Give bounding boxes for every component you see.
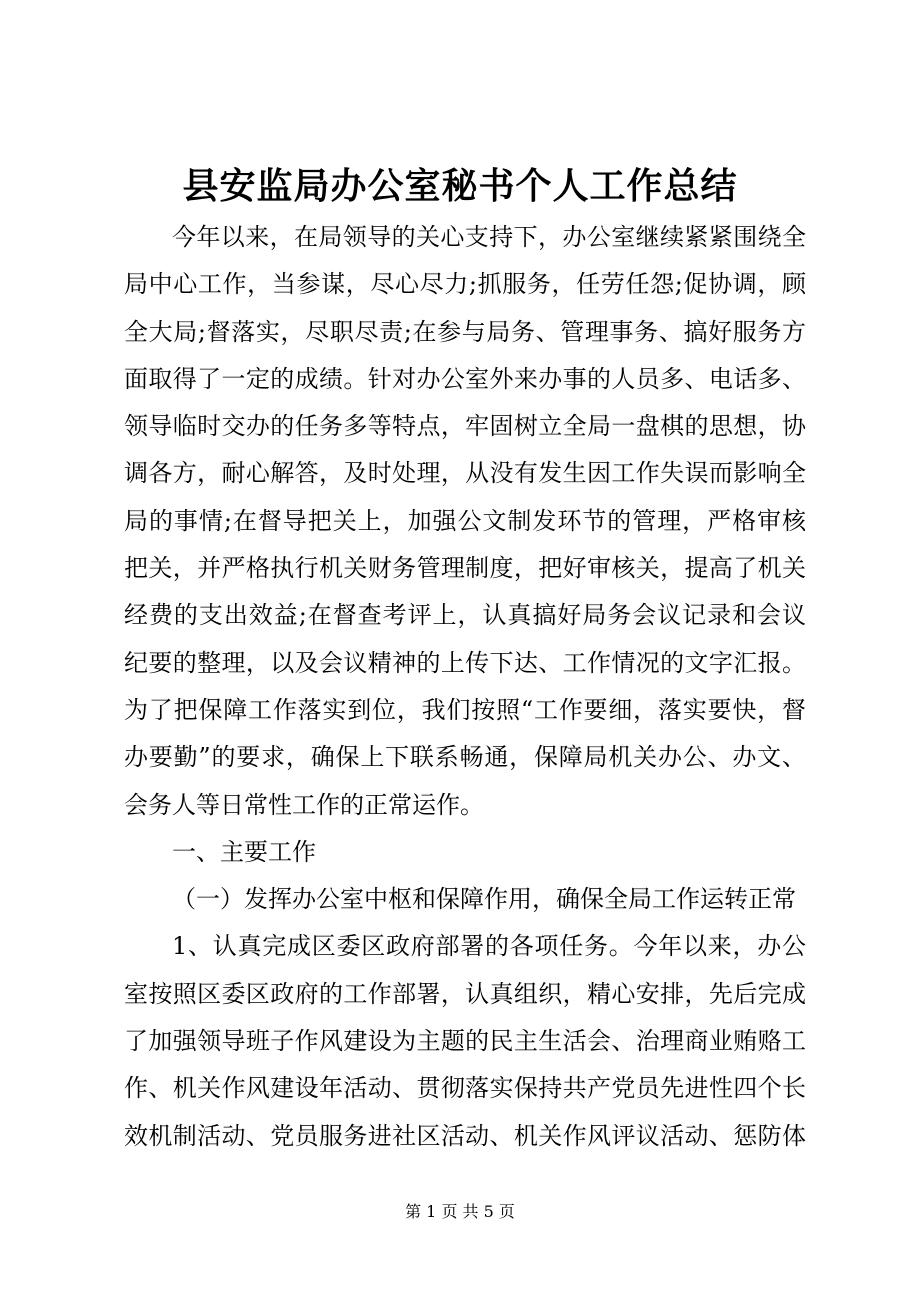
body-line: 效机制活动、党员服务进社区活动、机关作风评议活动、惩防体	[124, 1121, 806, 1150]
body-line: 室按照区委区政府的工作部署，认真组织，精心安排，先后完成	[124, 979, 806, 1008]
body-line: 局中心工作，当参谋，尽心尽力;抓服务，任劳任怨;促协调，顾	[124, 270, 806, 299]
page-number-footer: 第 1 页 共 5 页	[405, 1202, 515, 1221]
body-line: 面取得了一定的成绩。针对办公室外来办事的人员多、电话多、	[124, 364, 806, 393]
body-line: 为了把保障工作落实到位，我们按照“工作要细，落实要快，督	[124, 695, 806, 724]
body-line: 纪要的整理，以及会议精神的上传下达、工作情况的文字汇报。	[124, 648, 806, 677]
body-line: 把关，并严格执行机关财务管理制度，把好审核关，提高了机关	[124, 554, 806, 583]
section-heading: 一、主要工作	[172, 837, 316, 866]
body-line: 会务人等日常性工作的正常运作。	[124, 790, 484, 819]
subsection-heading: （一）发挥办公室中枢和保障作用，确保全局工作运转正常	[172, 885, 796, 914]
body-line: 了加强领导班子作风建设为主题的民主生活会、治理商业贿赂工	[124, 1027, 806, 1056]
body-line: 领导临时交办的任务多等特点，牢固树立全局一盘棋的思想，协	[124, 412, 806, 441]
document-body	[124, 214, 806, 1160]
body-line: 1、认真完成区委区政府部署的各项任务。今年以来，办公	[172, 932, 806, 961]
body-line: 调各方，耐心解答，及时处理，从没有发生因工作失误而影响全	[124, 459, 806, 488]
body-line: 局的事情;在督导把关上，加强公文制发环节的管理，严格审核	[124, 506, 806, 535]
body-line: 办要勤”的要求，确保上下联系畅通，保障局机关办公、办文、	[124, 743, 806, 772]
body-line: 今年以来，在局领导的关心支持下，办公室继续紧紧围绕全	[172, 223, 806, 251]
document-title: 县安监局办公室秘书个人工作总结	[182, 166, 738, 207]
body-line: 全大局;督落实，尽职尽责;在参与局务、管理事务、搞好服务方	[124, 317, 806, 346]
body-line: 作、机关作风建设年活动、贯彻落实保持共产党员先进性四个长	[124, 1074, 806, 1103]
body-line: 经费的支出效益;在督查考评上，认真搞好局务会议记录和会议	[124, 601, 806, 630]
